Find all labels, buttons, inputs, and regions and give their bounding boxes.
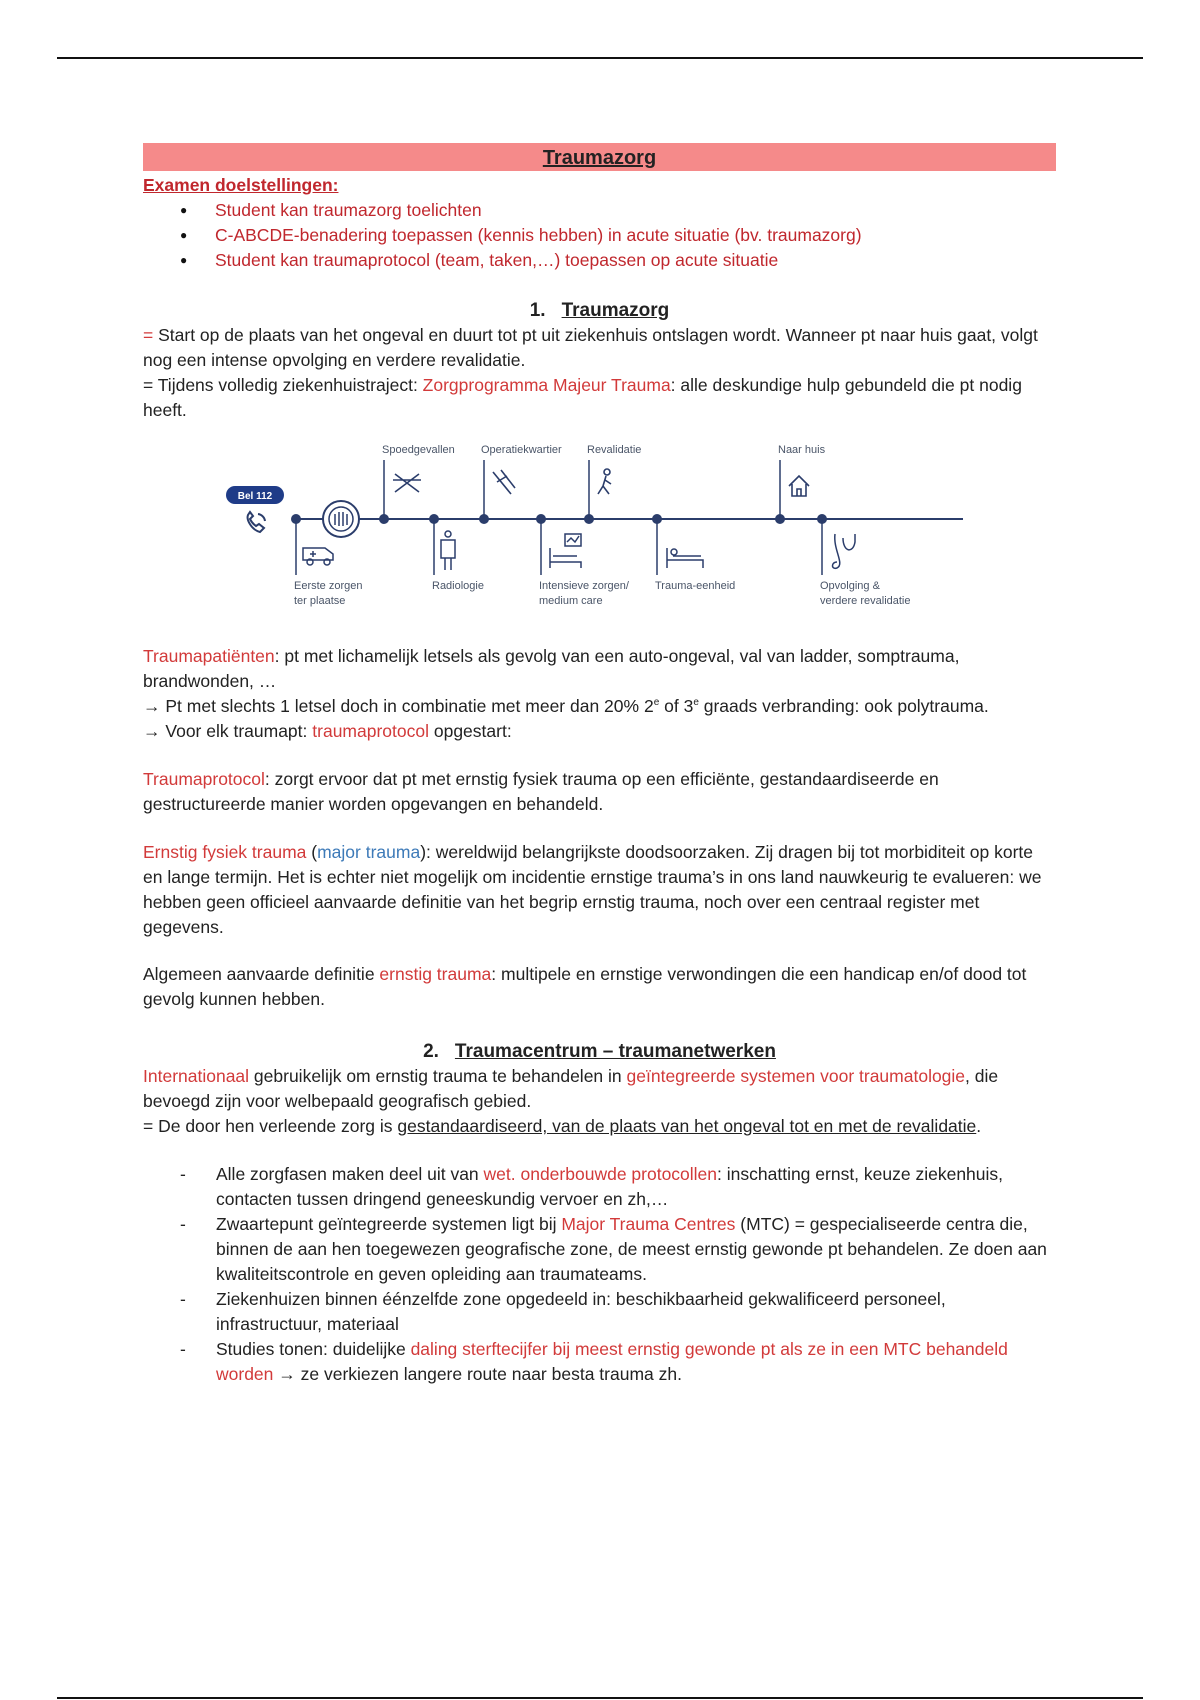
arrow-icon: → bbox=[143, 696, 166, 716]
xray-person-icon bbox=[441, 531, 455, 570]
traumapatienten-paragraph: Traumapatiënten: pt met lichamelijk letsels als gevolg van een auto-ongeval, val van ladder, somptrauma, brandwonden, … → Pt met slechts 1 letsel doch in combinatie met meer dan 20% 2e of 3e graads verbranding: ook polytrauma. → Voor elk traumapt: traumaprotocol opgestart: bbox=[143, 644, 1056, 744]
section-2-title: Traumacentrum – traumanetwerken bbox=[454, 1041, 776, 1062]
arrow-icon: → bbox=[143, 721, 166, 741]
traumaprotocol-paragraph: Traumaprotocol: zorgt ervoor dat pt met ernstig fysiek trauma op een efficiënte, gestandaardiseerde en gestructureerde manier worden opgevangen en behandeld. bbox=[143, 769, 939, 814]
objectives-heading: Examen doelstellingen: bbox=[143, 175, 339, 195]
section-1-paragraph-2: = Tijdens volledig ziekenhuistraject: Zorgprogramma Majeur Trauma: alle deskundige hulp gebundeld die pt nodig heeft. bbox=[143, 375, 1022, 420]
home-icon bbox=[789, 476, 809, 496]
label-radiologie: Radiologie bbox=[432, 580, 484, 592]
arrow-line-2: → Voor elk traumapt: traumaprotocol opgestart: bbox=[143, 721, 512, 741]
objective-item: ● Student kan traumaprotocol (team, taken,…) toepassen op acute situatie bbox=[143, 248, 1056, 273]
section-1-number: 1. bbox=[529, 300, 546, 321]
section-2-number: 2. bbox=[423, 1041, 439, 1062]
section-1-title: Traumazorg bbox=[561, 300, 670, 321]
stretcher-icon bbox=[393, 474, 421, 492]
label-trauma-eenheid: Trauma-eenheid bbox=[655, 580, 736, 592]
bottom-rule bbox=[57, 1697, 1143, 1699]
label-medium-care: medium care bbox=[539, 595, 603, 607]
list-item: - Zwaartepunt geïntegreerde systemen ligt bij Major Trauma Centres (MTC) = gespecialiseerde centra die, binnen de aan hen toegewezen geografische zone, de meest ernstig gewonde pt behandelen. Ze doen aan kwaliteitscontrole en geven opleiding aan traumateams. bbox=[143, 1212, 1056, 1287]
phone-icon bbox=[248, 512, 265, 532]
label-operatiekwartier: Operatiekwartier bbox=[481, 444, 562, 456]
list-item: - Ziekenhuizen binnen éénzelfde zone opgedeeld in: beschikbaarheid gekwalificeerd personeel, infrastructuur, materiaal bbox=[143, 1287, 1056, 1337]
arrow-line-1: → Pt met slechts 1 letsel doch in combinatie met meer dan 20% 2e of 3e graads verbranding: ook polytrauma. bbox=[143, 696, 989, 716]
page-title: Traumazorg bbox=[542, 147, 657, 169]
ernstig-trauma-paragraph: Ernstig fysiek trauma (major trauma): wereldwijd belangrijkste doodsoorzaken. Zij dragen bij tot morbiditeit op korte en lange termijn. Het is echter niet mogelijk om incidentie ernstige trauma’s in ons land nauwkeurig te evalueren: we hebben geen officieel aanvaarde definitie van het begrip ernstig trauma, noch over een centraal register met gegevens. bbox=[143, 842, 1042, 937]
surgery-tools-icon bbox=[493, 470, 515, 494]
label-opvolging: Opvolging & bbox=[820, 580, 880, 592]
label-ter-plaatse: ter plaatse bbox=[294, 595, 346, 607]
section-1-paragraph-1: = Start op de plaats van het ongeval en duurt tot pt uit ziekenhuis ontslagen wordt. Wanneer pt naar huis gaat, volgt nog een intense opvolging en verdere revalidatie. bbox=[143, 325, 1038, 370]
list-item: - Alle zorgfasen maken deel uit van wet. onderbouwde protocollen: inschatting ernst, keuze ziekenhuis, contacten tussen dringend geneeskundig vervoer en zh,… bbox=[143, 1162, 1056, 1212]
section-2-paragraph-2: = De door hen verleende zorg is gestandaardiseerd, van de plaats van het ongeval tot en met de revalidatie. bbox=[143, 1116, 982, 1136]
top-rule bbox=[57, 57, 1143, 59]
section-2-paragraph-1: Internationaal gebruikelijk om ernstig trauma te behandelen in geïntegreerde systemen voor traumatologie, die bevoegd zijn voor welbepaald geografisch gebied. bbox=[143, 1066, 999, 1111]
walking-person-icon bbox=[598, 469, 611, 494]
label-spoedgevallen: Spoedgevallen bbox=[382, 444, 455, 456]
icu-bed-icon bbox=[550, 534, 581, 568]
hospital-bed-icon bbox=[667, 548, 703, 568]
label-eerste-zorgen: Eerste zorgen bbox=[294, 580, 363, 592]
section-1-heading bbox=[143, 298, 1056, 323]
ambulance-icon bbox=[303, 548, 333, 565]
definitie-paragraph: Algemeen aanvaarde definitie ernstig trauma: multipele en ernstige verwondingen die een handicap en/of dood tot gevolg kunnen hebben. bbox=[143, 964, 1027, 1009]
section-2-heading bbox=[143, 1039, 1056, 1064]
bel-112-label: Bel 112 bbox=[237, 491, 273, 502]
label-verdere-revalidatie: verdere revalidatie bbox=[820, 595, 911, 607]
page-title-bar bbox=[143, 143, 1056, 171]
care-pathway-diagram bbox=[215, 430, 1015, 630]
objective-item: ● Student kan traumazorg toelichten bbox=[143, 198, 1056, 223]
stethoscope-icon bbox=[833, 534, 856, 568]
objectives-list bbox=[143, 198, 1056, 273]
label-revalidatie: Revalidatie bbox=[587, 444, 642, 456]
label-naar-huis: Naar huis bbox=[778, 444, 826, 456]
section-2-list bbox=[143, 1162, 1056, 1387]
section-2 bbox=[143, 1039, 1056, 1139]
list-item: - Studies tonen: duidelijke daling sterftecijfer bij meest ernstig gewonde pt als ze in een MTC behandeld worden → ze verkiezen langere route naar besta trauma zh. bbox=[143, 1337, 1056, 1387]
objective-item: ● C-ABCDE-benadering toepassen (kennis hebben) in acute situatie (bv. traumazorg) bbox=[143, 223, 1056, 248]
objectives bbox=[143, 173, 1056, 273]
label-intensieve-zorgen: Intensieve zorgen/ bbox=[539, 580, 629, 592]
section-1 bbox=[143, 298, 1056, 423]
